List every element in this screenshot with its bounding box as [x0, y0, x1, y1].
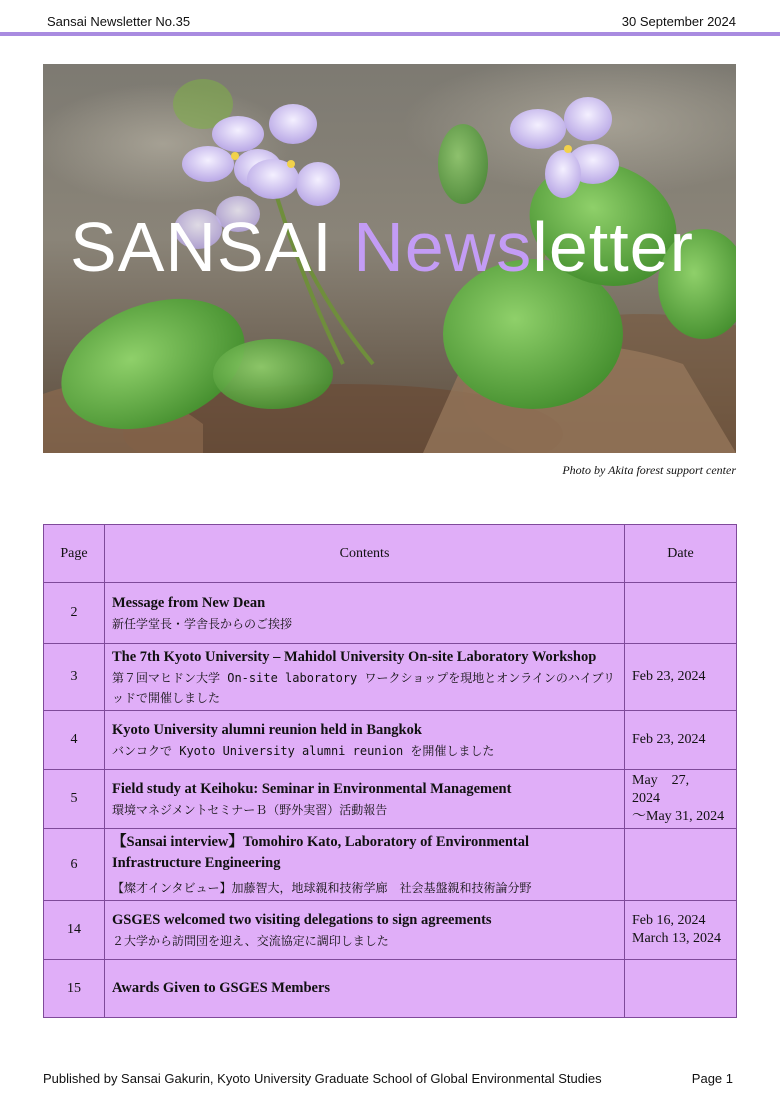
article-title-en: Message from New Dean: [112, 594, 266, 611]
article-title-jp: ２大学から訪問団を迎え、交流協定に調印しました: [112, 933, 389, 948]
newsletter-number: Sansai Newsletter No.35: [47, 14, 191, 29]
article-title-en: The 7th Kyoto University – Mahidol University On-site Laboratory Workshop: [112, 648, 597, 665]
article-title-en: Field study at Keihoku: Seminar in Environmental Management: [112, 780, 512, 797]
page-column-header: Page: [44, 525, 105, 583]
newsletter-title: SANSAI Newsletter: [70, 208, 694, 286]
table-row: [44, 901, 737, 960]
article-title-jp: 第７回マヒドン大学 On-site laboratory ワークショップを現地とオンラインのハイブリッドで開催しました: [112, 670, 616, 705]
page-number: 3: [44, 644, 105, 711]
date-cell: [625, 829, 737, 901]
table-row: [44, 829, 737, 901]
page-number: 2: [44, 583, 105, 644]
date-cell: Feb 23, 2024: [625, 711, 737, 770]
date-cell: Feb 16, 2024 March 13, 2024: [625, 901, 737, 960]
article-title-jp: 環境マネジメントセミナーＢ（野外実習）活動報告: [112, 802, 388, 817]
page-number: 4: [44, 711, 105, 770]
header-rule: [0, 32, 780, 36]
article-title-en: GSGES welcomed two visiting delegations to sign agreements: [112, 911, 492, 928]
date-cell: Feb 23, 2024: [625, 644, 737, 711]
article-title-jp: 新任学堂長・学舎長からのご挨拶: [112, 616, 293, 631]
page-number: 14: [44, 901, 105, 960]
article-title-en: Kyoto University alumni reunion held in Bangkok: [112, 721, 422, 738]
date-cell: [625, 583, 737, 644]
photo-caption: Photo by Akita forest support center: [562, 463, 736, 477]
page-number: 15: [44, 960, 105, 1018]
article-cell: [105, 711, 625, 770]
article-cell: [105, 644, 625, 711]
date-cell: May 27, 2024 ～May 31, 2024: [625, 770, 737, 829]
article-cell: [105, 960, 625, 1018]
issue-date: 30 September 2024: [621, 14, 736, 29]
article-title-en: 【Sansai interview】Tomohiro Kato, Laboratory of Environmental Infrastructure Engineering: [112, 833, 530, 871]
article-title-jp: 【燦才インタビュー】加藤智大，地球親和技術学廊 社会基盤親和技術論分野: [112, 880, 532, 895]
article-title-en: Awards Given to GSGES Members: [112, 980, 331, 996]
page-header: [47, 14, 736, 32]
table-header-row: [44, 525, 737, 583]
table-row: [44, 960, 737, 1018]
page-number-footer: Page 1: [691, 1071, 733, 1086]
page-number: 6: [44, 829, 105, 901]
publisher-line: Published by Sansai Gakurin, Kyoto University Graduate School of Global Environmental Studies: [43, 1071, 602, 1086]
contents-table: [43, 524, 737, 1018]
article-cell: [105, 770, 625, 829]
date-cell: [625, 960, 737, 1018]
contents-column-header: Contents: [105, 525, 625, 583]
table-row: [44, 583, 737, 644]
date-column-header: Date: [625, 525, 737, 583]
article-cell: [105, 583, 625, 644]
table-row: [44, 711, 737, 770]
article-title-jp: バンコクで Kyoto University alumni reunion を開催しました: [112, 743, 495, 758]
table-row: [44, 770, 737, 829]
page-number: 5: [44, 770, 105, 829]
article-cell: [105, 901, 625, 960]
table-row: [44, 644, 737, 711]
article-cell: [105, 829, 625, 901]
